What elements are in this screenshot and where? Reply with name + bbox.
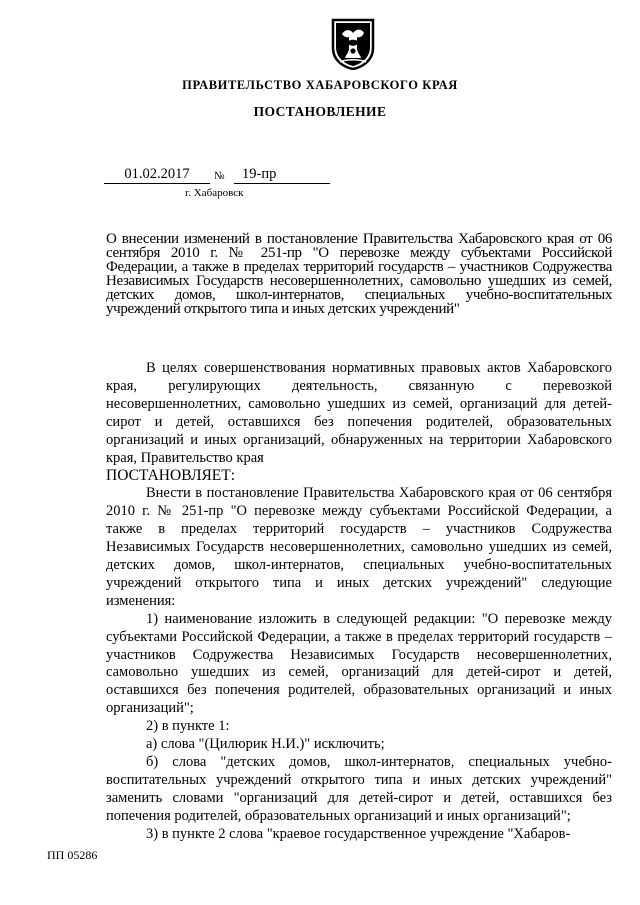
document-code: ПП 05286 xyxy=(47,848,98,862)
document-number: 19-пр xyxy=(234,166,330,184)
document-subject: О внесении изменений в постановление Правительства Хабаровского края от 06 сентября 2010 г. № 251-пр "О перевозке между субъектами Российской Федерации, а также в пределах территорий государств – участников Содружества Независимых Государств несовершеннолетних, самовольно ушедших из семей, детских домов, школ-интернатов, специальных учебно-воспитательных учреждений открытого типа и иных детских учреждений" xyxy=(106,231,612,317)
number-sign: № xyxy=(214,170,225,182)
body-paragraph: 1) наименование изложить в следующей редакции: "О перевозке между субъектами Российской Федерации, а также в пределах территорий государств – участников Содружества Независимых Государств несовершеннолетних, самовольно ушедших из семей, организаций для детей-сирот и детей, оставшихся без попечения родителей, образовательных организаций и иных организаций"; xyxy=(106,610,612,717)
body-paragraph: Внести в постановление Правительства Хабаровского края от 06 сентября 2010 г. № 251-пр "О перевозке между субъектами Российской Федерации, а также в пределах территорий государств – участников Содружества Независимых Государств несовершеннолетних, самовольно ушедших из семей, детских домов, школ-интернатов, специальных учебно-воспитательных учреждений открытого типа и иных детских учреждений" следующие изменения: xyxy=(106,485,612,609)
decree-heading: ПОСТАНОВЛЯЕТ: xyxy=(106,467,236,485)
preamble-paragraph: В целях совершенствования нормативных правовых актов Хабаровского края, регулирующих деятельность, связанную с перевозкой несовершеннолетних, самовольно ушедших из семей, организаций для детей-сирот и детей, оставшихся без попечения родителей, образовательных организаций и иных организаций, обнаруженных на территории Хабаровского края, Правительство края xyxy=(106,360,612,466)
document-date: 01.02.2017 xyxy=(104,166,210,184)
coat-of-arms-icon xyxy=(330,18,376,70)
body-paragraph: а) слова "(Цилюрик Н.И.)" исключить; xyxy=(146,736,385,753)
government-name: ПРАВИТЕЛЬСТВО ХАБАРОВСКОГО КРАЯ xyxy=(182,78,458,92)
document-body xyxy=(106,360,612,843)
body-paragraph: 3) в пункте 2 слова "краевое государственное учреждение "Хабаров- xyxy=(146,825,571,842)
body-paragraph: б) слова "детских домов, школ-интернатов, специальных учебно-воспитательных учреждений открытого типа и иных детских учреждений" заменить словами "организаций для детей-сирот и детей, оставшихся без попечения родителей, образовательных организаций и иных организаций"; xyxy=(106,753,612,824)
document-type: ПОСТАНОВЛЕНИЕ xyxy=(253,104,387,119)
body-paragraph: 2) в пункте 1: xyxy=(146,718,230,735)
city-name: г. Хабаровск xyxy=(185,187,244,199)
